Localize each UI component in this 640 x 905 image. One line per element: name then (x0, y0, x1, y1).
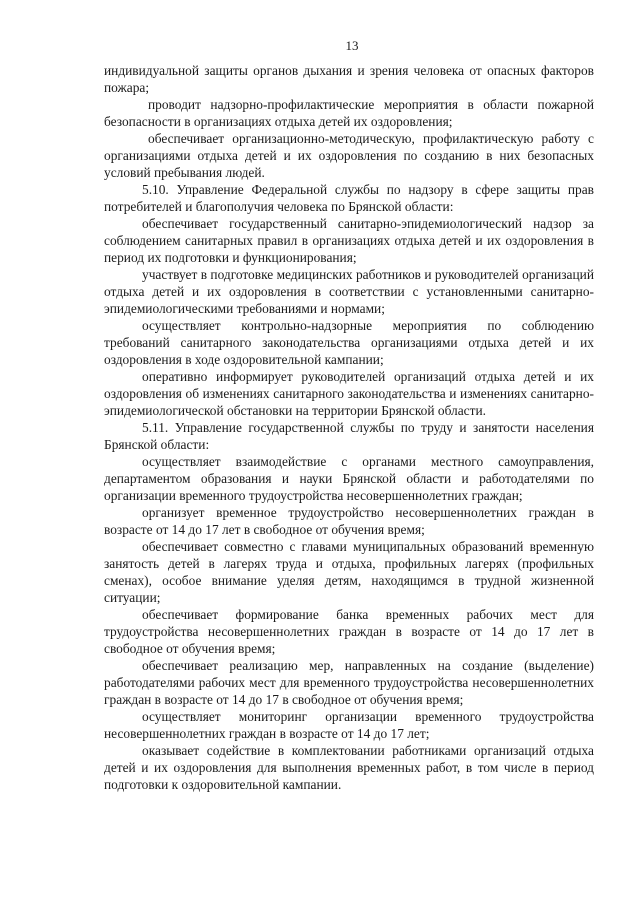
section-heading-5-10: 5.10. Управление Федеральной службы по надзору в сфере защиты прав потребителей и благополучия человека по Брянской области: (104, 182, 594, 214)
document-body (104, 62, 594, 793)
paragraph: оказывает содействие в комплектовании работниками организаций отдыха детей и их оздоровления для выполнения временных работ, в том числе в период подготовки к оздоровительной кампании. (104, 743, 594, 792)
paragraph: обеспечивает совместно с главами муниципальных образований временную занятость детей в лагерях труда и отдыха, профильных лагерях (профильных сменах), особое внимание уделяя детям, находящимся в трудной жизненной ситуации; (104, 539, 594, 605)
paragraph: индивидуальной защиты органов дыхания и зрения человека от опасных факторов пожара; (104, 63, 594, 95)
paragraph: организует временное трудоустройство несовершеннолетних граждан в возрасте от 14 до 17 лет в свободное от обучения время; (104, 505, 594, 537)
page-number: 13 (345, 38, 359, 53)
paragraph: осуществляет контрольно-надзорные мероприятия по соблюдению требований санитарного законодательства организациями отдыха детей и их оздоровления в ходе оздоровительной кампании; (104, 318, 594, 367)
paragraph: проводит надзорно-профилактические мероприятия в области пожарной безопасности в организациях отдыха детей их оздоровления; (104, 97, 594, 129)
paragraph: оперативно информирует руководителей организаций отдыха детей и их оздоровления об изменениях санитарного законодательства и изменениях санитарно-эпидемиологической обстановки на территории Брянской области. (104, 369, 594, 418)
paragraph: осуществляет мониторинг организации временного трудоустройства несовершеннолетних граждан в возрасте от 14 до 17 лет; (104, 709, 594, 741)
paragraph: участвует в подготовке медицинских работников и руководителей организаций отдыха детей и их оздоровления в соответствии с установленными санитарно-эпидемиологическими требованиями и нормами; (104, 267, 594, 316)
paragraph: осуществляет взаимодействие с органами местного самоуправления, департаментом образования и науки Брянской области и работодателями по организации временного трудоустройства несовершеннолетних граждан; (104, 454, 594, 503)
paragraph: обеспечивает формирование банка временных рабочих мест для трудоустройства несовершеннолетних граждан в возрасте от 14 до 17 лет в свободное от обучения время; (104, 607, 594, 656)
paragraph: обеспечивает государственный санитарно-эпидемиологический надзор за соблюдением санитарных правил в организациях отдыха детей и их оздоровления в период их подготовки и функционирования; (104, 216, 594, 265)
paragraph: обеспечивает организационно-методическую, профилактическую работу с организациями отдыха детей и их оздоровления по созданию в них безопасных условий пребывания людей. (104, 131, 594, 180)
section-heading-5-11: 5.11. Управление государственной службы по труду и занятости населения Брянской области: (104, 420, 594, 452)
paragraph: обеспечивает реализацию мер, направленных на создание (выделение) работодателями рабочих мест для временного трудоустройства несовершеннолетних граждан в возрасте от 14 до 17 в свободное от обучения время; (104, 658, 594, 707)
